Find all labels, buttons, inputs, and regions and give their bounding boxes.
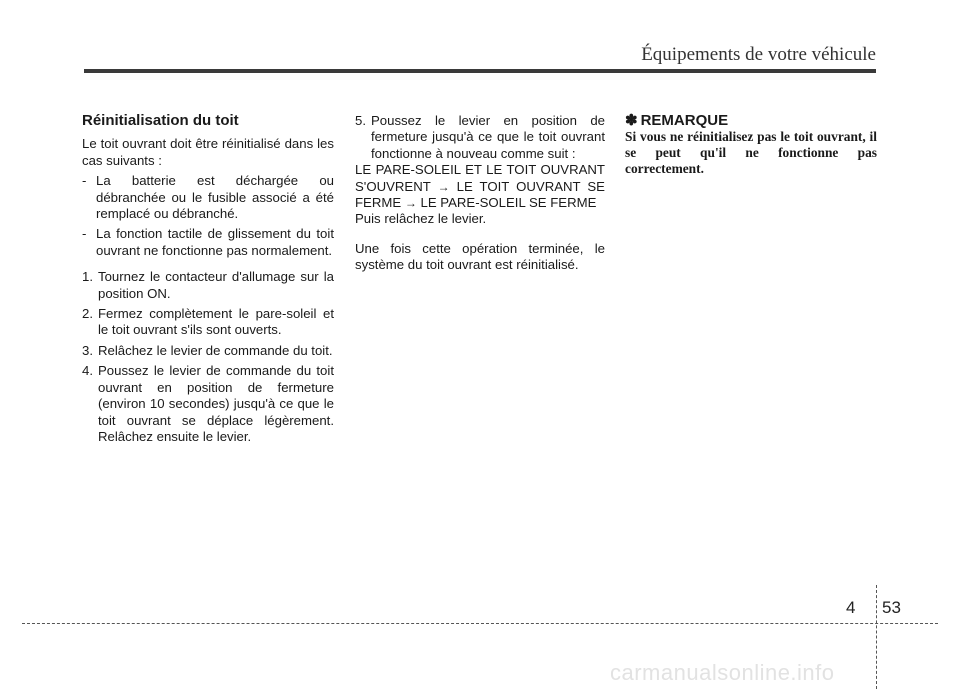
page-number: 53 bbox=[882, 598, 901, 617]
left-column bbox=[82, 113, 334, 445]
list-item: 4. Poussez le levier de commande du toit ouvrant en position de fermeture (environ 10 secondes) jusqu'à ce que le toit ouvrant se déplace légèrement. Relâchez ensuite le levier. bbox=[82, 363, 334, 444]
remark-heading bbox=[625, 113, 877, 129]
watermark: carmanualsonline.info bbox=[610, 660, 835, 685]
footer-divider bbox=[876, 585, 877, 689]
middle-column bbox=[355, 113, 605, 274]
list-item: 2. Fermez complètement le pare-soleil et le toit ouvrant s'ils sont ouverts. bbox=[82, 306, 334, 338]
list-item: 3. Relâchez le levier de commande du toit. bbox=[82, 342, 333, 358]
list-item: 1. Tournez le contacteur d'allumage sur la position ON. bbox=[82, 269, 334, 301]
section-heading: Réinitialisation du toit bbox=[82, 112, 239, 129]
condition-list bbox=[82, 173, 334, 259]
remark-title: REMARQUE bbox=[640, 112, 729, 129]
step-list bbox=[82, 269, 334, 445]
header-rule bbox=[84, 69, 876, 73]
intro-text: Le toit ouvrant doit être réinitialisé dans les cas suivants : bbox=[82, 136, 334, 168]
arrow-icon: → bbox=[404, 196, 417, 211]
list-item: 5. Poussez le levier en position de fermeture jusqu'à ce que le toit ouvrant fonctionne à nouveau comme suit : bbox=[355, 113, 605, 161]
asterisk-icon: ✽ bbox=[625, 112, 638, 129]
list-item: - La fonction tactile de glissement du toit ouvrant ne fonctionne pas normalement. bbox=[82, 226, 334, 258]
operation-sequence: LE PARE-SOLEIL ET LE TOIT OUVRANT S'OUVRENT → LE TOIT OUVRANT SE FERME → LE PARE-SOLEIL SE FERME bbox=[355, 162, 605, 211]
footer-rule bbox=[22, 623, 938, 624]
conclusion-text: Une fois cette opération terminée, le système du toit ouvrant est réinitialisé. bbox=[355, 240, 605, 273]
step-list bbox=[355, 113, 605, 162]
remark-body: Si vous ne réinitialisez pas le toit ouvrant, il se peut qu'il ne fonctionne pas correctement. bbox=[625, 129, 877, 177]
arrow-icon: → bbox=[437, 179, 450, 194]
right-column bbox=[625, 113, 877, 177]
chapter-number: 4 bbox=[846, 598, 856, 617]
release-text: Puis relâchez le levier. bbox=[355, 211, 487, 227]
list-item: - La batterie est déchargée ou débranchée ou le fusible associé a été remplacé ou débranché. bbox=[82, 173, 334, 222]
header-title: Équipements de votre véhicule bbox=[641, 44, 876, 65]
